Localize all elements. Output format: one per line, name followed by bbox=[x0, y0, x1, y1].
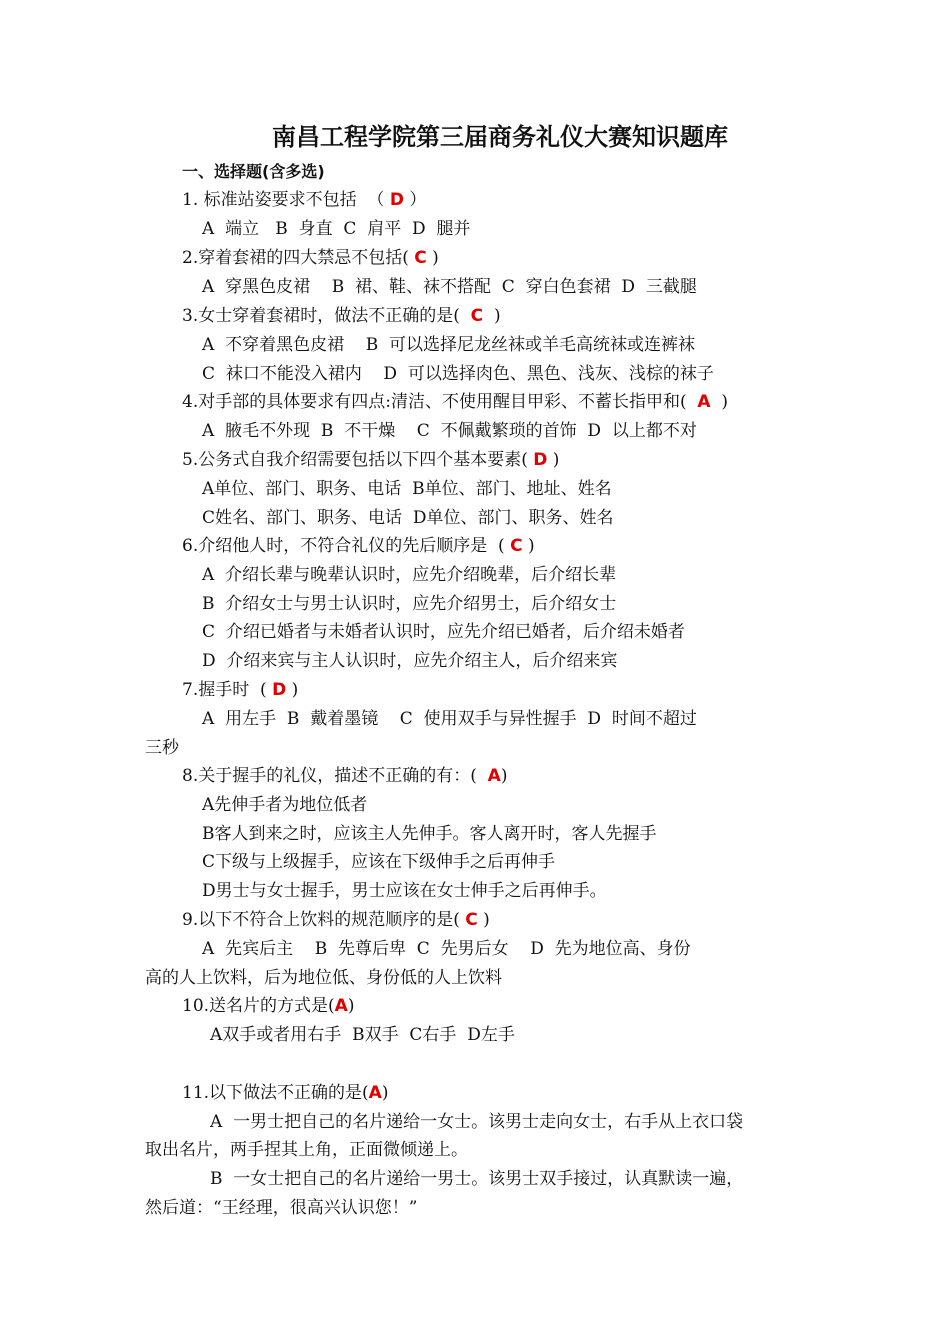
options-line: B 介绍女士与男士认识时，应先介绍男士，后介绍女士 bbox=[202, 594, 617, 614]
options-line: A 一男士把自己的名片递给一女士。该男士走向女士，右手从上衣口袋 bbox=[210, 1112, 744, 1132]
document-title: 南昌工程学院第三届商务礼仪大赛知识题库 bbox=[272, 123, 728, 151]
options-line: A 介绍长辈与晚辈认识时，应先介绍晚辈，后介绍长辈 bbox=[202, 565, 617, 585]
question-tail: ) bbox=[477, 910, 490, 930]
question-text: 4.对手部的具体要求有四点:清洁、不使用醒目甲彩、不蓄长指甲和( bbox=[182, 392, 698, 412]
question-text: 2.穿着套裙的四大禁忌不包括( bbox=[182, 248, 415, 268]
question-tail: ) bbox=[381, 1083, 389, 1103]
options-line: C 介绍已婚者与未婚者认识时，应先介绍已婚者，后介绍未婚者 bbox=[202, 622, 685, 642]
question-text: 5.公务式自我介绍需要包括以下四个基本要素( bbox=[182, 450, 534, 470]
question-6 bbox=[182, 534, 535, 558]
question-tail: ) bbox=[547, 450, 560, 470]
answer-mark: D bbox=[389, 190, 404, 210]
options-continuation: 三秒 bbox=[145, 738, 179, 758]
question-text: 9.以下不符合上饮料的规范顺序的是( bbox=[182, 910, 466, 930]
options-line: A单位、部门、职务、电话 B单位、部门、地址、姓名 bbox=[202, 479, 612, 499]
answer-mark: C bbox=[470, 306, 484, 326]
question-text: 6.介绍他人时，不符合礼仪的先后顺序是 ( bbox=[182, 536, 511, 556]
options-line: A双手或者用右手 B双手 C右手 D左手 bbox=[210, 1025, 515, 1045]
answer-mark: A bbox=[368, 1083, 382, 1103]
answer-mark: C bbox=[510, 536, 523, 556]
question-9 bbox=[182, 908, 490, 932]
question-2 bbox=[182, 246, 439, 270]
options-line: A 腋毛不外现 B 不干燥 C 不佩戴繁琐的首饰 D 以上都不对 bbox=[202, 421, 697, 441]
question-tail: ) bbox=[347, 996, 355, 1016]
answer-mark: C bbox=[414, 248, 427, 268]
question-5 bbox=[182, 448, 559, 472]
question-text: 7.握手时 ( bbox=[182, 680, 273, 700]
options-line: A 穿黑色皮裙 B 裙、鞋、袜不搭配 C 穿白色套裙 D 三截腿 bbox=[202, 277, 697, 297]
question-tail: ) bbox=[500, 766, 508, 786]
section-heading: 一、选择题(含多选) bbox=[182, 162, 325, 181]
question-tail: ） bbox=[403, 190, 427, 210]
question-8 bbox=[182, 764, 507, 788]
answer-mark: D bbox=[533, 450, 548, 470]
options-line: A先伸手者为地位低者 bbox=[202, 795, 368, 815]
options-line: C下级与上级握手，应该在下级伸手之后再伸手 bbox=[202, 852, 556, 872]
question-text: 11.以下做法不正确的是( bbox=[182, 1083, 369, 1103]
options-line: C姓名、部门、职务、电话 D单位、部门、职务、姓名 bbox=[202, 508, 614, 528]
answer-mark: A bbox=[487, 766, 501, 786]
options-line: A 用左手 B 戴着墨镜 C 使用双手与异性握手 D 时间不超过 bbox=[202, 709, 697, 729]
question-1 bbox=[182, 188, 426, 212]
options-line: A 端立 B 身直 C 肩平 D 腿并 bbox=[202, 219, 471, 239]
question-tail: ) bbox=[426, 248, 439, 268]
question-4 bbox=[182, 390, 728, 414]
question-tail: ) bbox=[286, 680, 299, 700]
options-line: A 不穿着黑色皮裙 B 可以选择尼龙丝袜或羊毛高统袜或连裤袜 bbox=[202, 335, 695, 355]
question-11 bbox=[182, 1081, 388, 1105]
options-line: B 一女士把自己的名片递给一男士。该男士双手接过，认真默读一遍， bbox=[210, 1169, 744, 1189]
options-continuation: 然后道：“王经理，很高兴认识您！” bbox=[145, 1198, 418, 1218]
options-line: D 介绍来宾与主人认识时，应先介绍主人，后介绍来宾 bbox=[202, 651, 618, 671]
answer-mark: D bbox=[272, 680, 287, 700]
options-line: D男士与女士握手，男士应该在女士伸手之后再伸手。 bbox=[202, 881, 607, 901]
question-3 bbox=[182, 304, 501, 328]
question-text: 1. 标准站姿要求不包括 （ bbox=[182, 190, 390, 210]
options-line: B客人到来之时，应该主人先伸手。客人离开时，客人先握手 bbox=[202, 824, 657, 844]
question-text: 10.送名片的方式是( bbox=[182, 996, 335, 1016]
answer-mark: A bbox=[697, 392, 711, 412]
question-10 bbox=[182, 994, 354, 1018]
options-continuation: 高的人上饮料，后为地位低、身份低的人上饮料 bbox=[145, 968, 502, 988]
question-tail: ) bbox=[483, 306, 501, 326]
question-text: 3.女士穿着套裙时，做法不正确的是( bbox=[182, 306, 471, 326]
options-line: C 袜口不能没入裙内 D 可以选择肉色、黑色、浅灰、浅棕的袜子 bbox=[202, 364, 714, 384]
question-7 bbox=[182, 678, 298, 702]
answer-mark: C bbox=[465, 910, 478, 930]
question-text: 8.关于握手的礼仪，描述不正确的有：( bbox=[182, 766, 488, 786]
options-continuation: 取出名片，两手捏其上角，正面微倾递上。 bbox=[145, 1140, 468, 1160]
question-tail: ) bbox=[522, 536, 535, 556]
answer-mark: A bbox=[334, 996, 348, 1016]
question-tail: ) bbox=[710, 392, 729, 412]
options-line: A 先宾后主 B 先尊后卑 C 先男后女 D 先为地位高、身份 bbox=[202, 939, 691, 959]
